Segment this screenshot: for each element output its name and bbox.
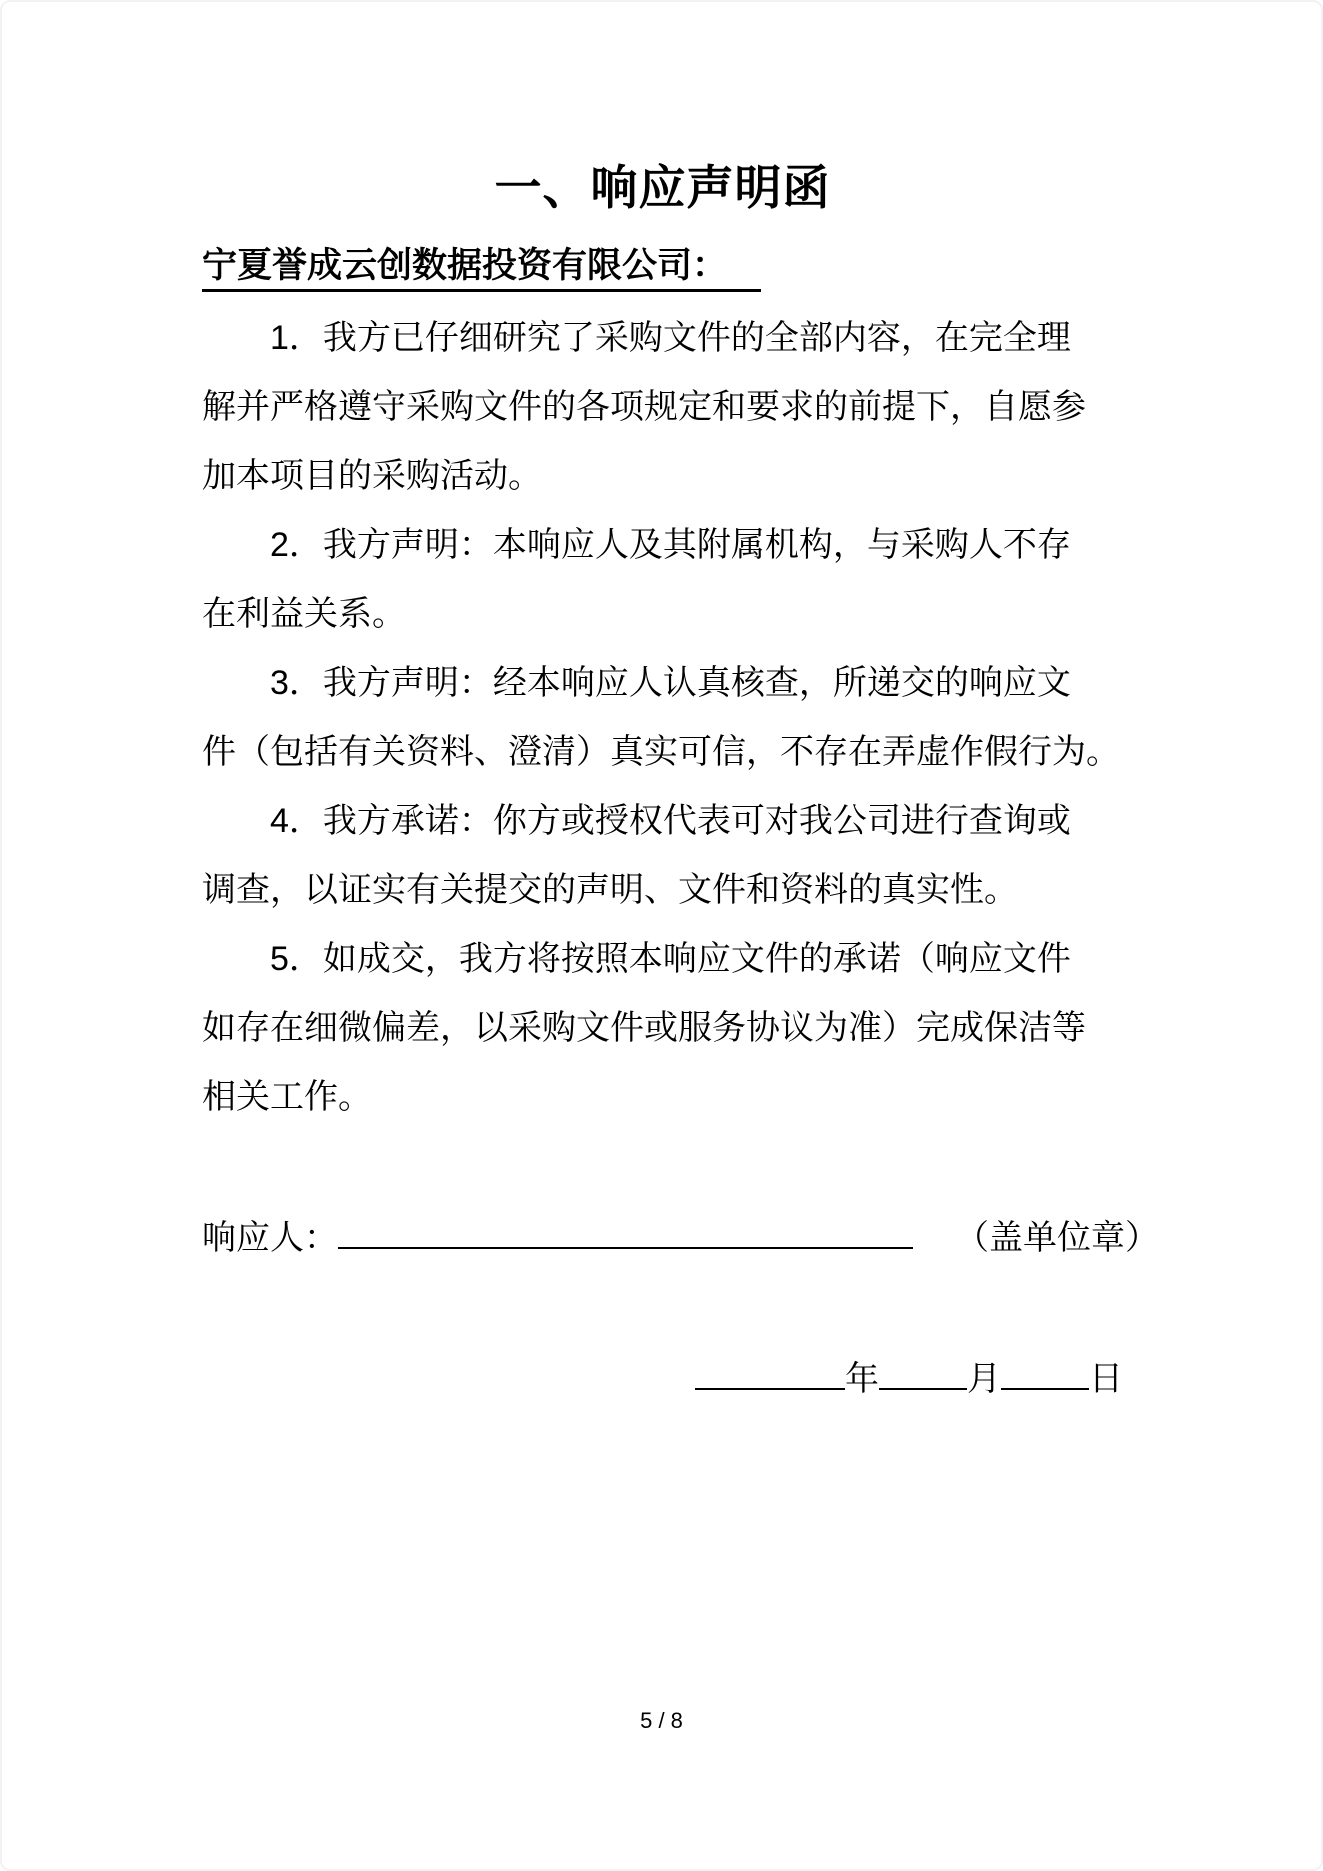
respondent-label: 响应人： — [202, 1219, 338, 1257]
paragraph-line: 相关工作。 — [202, 1078, 372, 1116]
year-label: 年 — [845, 1360, 879, 1398]
paragraph-line: 件（包括有关资料、澄清）真实可信，不存在弄虚作假行为。 — [202, 733, 1120, 771]
paragraph-line: 1．我方已仔细研究了采购文件的全部内容，在完全理 — [270, 319, 1071, 357]
paragraph-line: 4．我方承诺：你方或授权代表可对我公司进行查询或 — [270, 802, 1071, 840]
declaration-body — [202, 304, 1123, 1132]
month-blank — [879, 1352, 967, 1390]
addressee-text: 宁夏誉成云创数据投资有限公司： — [202, 246, 761, 292]
paragraph-2 — [202, 511, 1123, 649]
day-label: 日 — [1089, 1360, 1123, 1398]
stamp-note: （盖单位章） — [955, 1219, 1159, 1257]
paragraph-line: 如存在细微偏差，以采购文件或服务协议为准）完成保洁等 — [202, 1009, 1086, 1047]
paragraph-line: 加本项目的采购活动。 — [202, 457, 542, 495]
paragraph-line: 3．我方声明：经本响应人认真核查，所递交的响应文 — [270, 664, 1071, 702]
respondent-signature-blank — [338, 1211, 913, 1249]
date-row — [202, 1345, 1123, 1414]
year-blank — [695, 1352, 845, 1390]
respondent-signature-row — [202, 1204, 1159, 1273]
paragraph-line: 解并严格遵守采购文件的各项规定和要求的前提下，自愿参 — [202, 388, 1086, 426]
paragraph-line: 2．我方声明：本响应人及其附属机构，与采购人不存 — [270, 526, 1071, 564]
paragraph-4 — [202, 787, 1123, 925]
paragraph-5 — [202, 925, 1123, 1132]
paragraph-line: 调查，以证实有关提交的声明、文件和资料的真实性。 — [202, 871, 1018, 909]
paragraph-1 — [202, 304, 1123, 511]
addressee-line — [202, 246, 1123, 292]
document-title: 一、响应声明函 — [494, 161, 831, 214]
paragraph-3 — [202, 649, 1123, 787]
day-blank — [1001, 1352, 1089, 1390]
paragraph-line: 5．如成交，我方将按照本响应文件的承诺（响应文件 — [270, 940, 1071, 978]
page-number: 5 / 8 — [640, 1708, 683, 1733]
document-content — [202, 2, 1159, 1414]
month-label: 月 — [967, 1360, 1001, 1398]
paragraph-line: 在利益关系。 — [202, 595, 406, 633]
